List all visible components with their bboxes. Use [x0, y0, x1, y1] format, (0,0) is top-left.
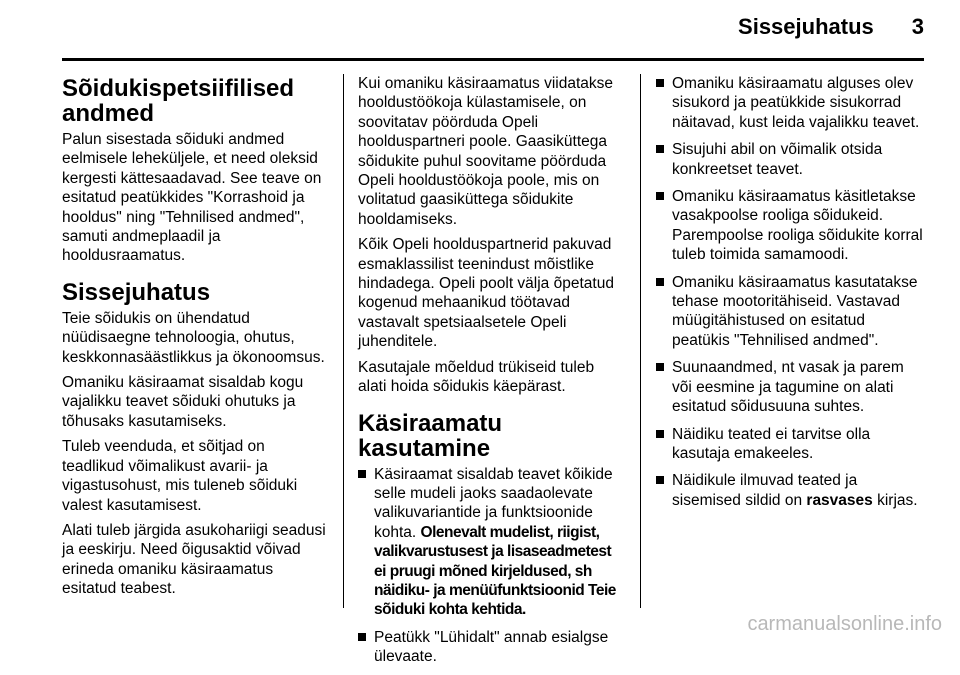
column-1: [62, 74, 330, 605]
list-item-bold-text: rasvases: [806, 491, 873, 509]
paragraph: Tuleb veenduda, et sõitjad on teadlikud võimalikust avarii- ja vigastusohust, mis tuleneb sõiduki valest kasutamisest.: [62, 438, 298, 514]
list-item: [656, 74, 924, 132]
heading-manual-usage: Käsiraamatu kasutamine: [358, 409, 503, 462]
paragraph: Kõik Opeli hoolduspartnerid pakuvad esmaklassilist teenindust mõistlike hindadega. Opeli poolt välja õpetatud kogenud mehaanikud töötavad vastavalt spetsiaalsetele Opeli juhenditele.: [358, 236, 614, 351]
list-item: [656, 273, 924, 351]
paragraph: Omaniku käsiraamat sisaldab kogu vajalikku teavet sõiduki ohutuks ja tõhusaks kasutamiseks.: [62, 374, 304, 430]
list-item: [656, 425, 924, 464]
watermark: carmanualsonline.info: [747, 613, 942, 635]
list-item-text: Näidikule ilmuvad teated ja sisemised sildid on: [672, 472, 858, 509]
list-item: [656, 187, 924, 265]
list-item: [656, 140, 924, 179]
bullet-list: [656, 74, 924, 510]
column-3: [656, 74, 924, 518]
list-item-text: kirjas.: [872, 491, 918, 509]
bullet-list: [358, 465, 626, 667]
list-item-text: Omaniku käsiraamatus kasutatakse tehase mootoritähiseid. Vastavad müügitähistused on esitatud peatükis "Tehnilised andmed".: [672, 273, 918, 349]
heading-vehicle-data: Sõidukispetsiifilised andmed: [62, 75, 295, 127]
list-item: [656, 358, 924, 416]
list-item: [358, 628, 626, 667]
page-header: [738, 14, 924, 40]
header-rule: [62, 58, 924, 61]
column-2: [358, 74, 626, 675]
list-item-text: Näidiku teated ei tarvitse olla kasutaja emakeeles.: [672, 425, 871, 462]
column-divider-1: [343, 74, 344, 608]
list-item-text: Omaniku käsiraamatu alguses olev sisukord ja peatükkide sisukorrad näitavad, kust leida vajalikku teavet.: [672, 75, 920, 131]
paragraph: Kasutajale mõeldud trükiseid tuleb alati hoida sõidukis käepärast.: [358, 358, 595, 396]
paragraph: Kui omaniku käsiraamatus viidatakse hooldustöökoja külastamisele, on soovitatav pöörduda Opeli hoolduspartneri poole. Gaasiküttega sõidukite puhul soovitame pöörduda Opeli hooldustöökoja poole, mis on volitatud gaasiküttega sõidukite hooldamiseks.: [358, 75, 614, 228]
page-number: 3: [911, 14, 924, 39]
list-item: [358, 465, 626, 620]
list-item-text: Suunaandmed, nt vasak ja parem või eesmine ja tagumine on alati esitatud sõidusuuna suhtes.: [672, 359, 904, 416]
paragraph: Palun sisestada sõiduki andmed eelmisele leheküljele, et need oleksid kergesti kättesaadavad. See teave on esitatud peatükkides "Korrashoid ja hooldus" ning "Tehnilised andmed", samuti andmeplaadil ja hooldusraamatus.: [62, 131, 322, 265]
list-item-text: Peatükk "Lühidalt" annab esialgse ülevaate.: [374, 628, 609, 666]
list-item-text: Sisujuhi abil on võimalik otsida konkreetset teavet.: [672, 141, 883, 178]
heading-introduction: Sissejuhatus: [62, 278, 211, 306]
list-item-text: Omaniku käsiraamatus käsitletakse vasakpoolse rooliga sõidukeid. Parempoolse rooliga sõidukite korral tuleb toimida samamoodi.: [672, 188, 923, 264]
list-item-text: Käsiraamat sisaldab teavet kõikide selle mudeli jaoks saadaolevate valikuvariantide ja funktsioonide kohta.: [374, 465, 613, 541]
list-item: [656, 471, 924, 510]
page-title: Sissejuhatus: [738, 14, 874, 39]
column-divider-2: [640, 74, 641, 608]
paragraph: Alati tuleb järgida asukohariigi seadusi ja eeskirju. Need õigusaktid võivad erineda omaniku käsiraamatus esitatud teabest.: [62, 521, 326, 598]
paragraph: Teie sõidukis on ühendatud nüüdisaegne tehnoloogia, ohutus, keskkonnasäästlikkus ja ökonoomsus.: [62, 309, 325, 366]
list-item-bold-text: Olenevalt mudelist, riigist, valikvarustusest ja lisaseadmetest ei pruugi mõned kirjeldused, sh näidiku- ja menüüfunktsioonid Teie sõiduki kohta kehtida.: [374, 523, 616, 619]
